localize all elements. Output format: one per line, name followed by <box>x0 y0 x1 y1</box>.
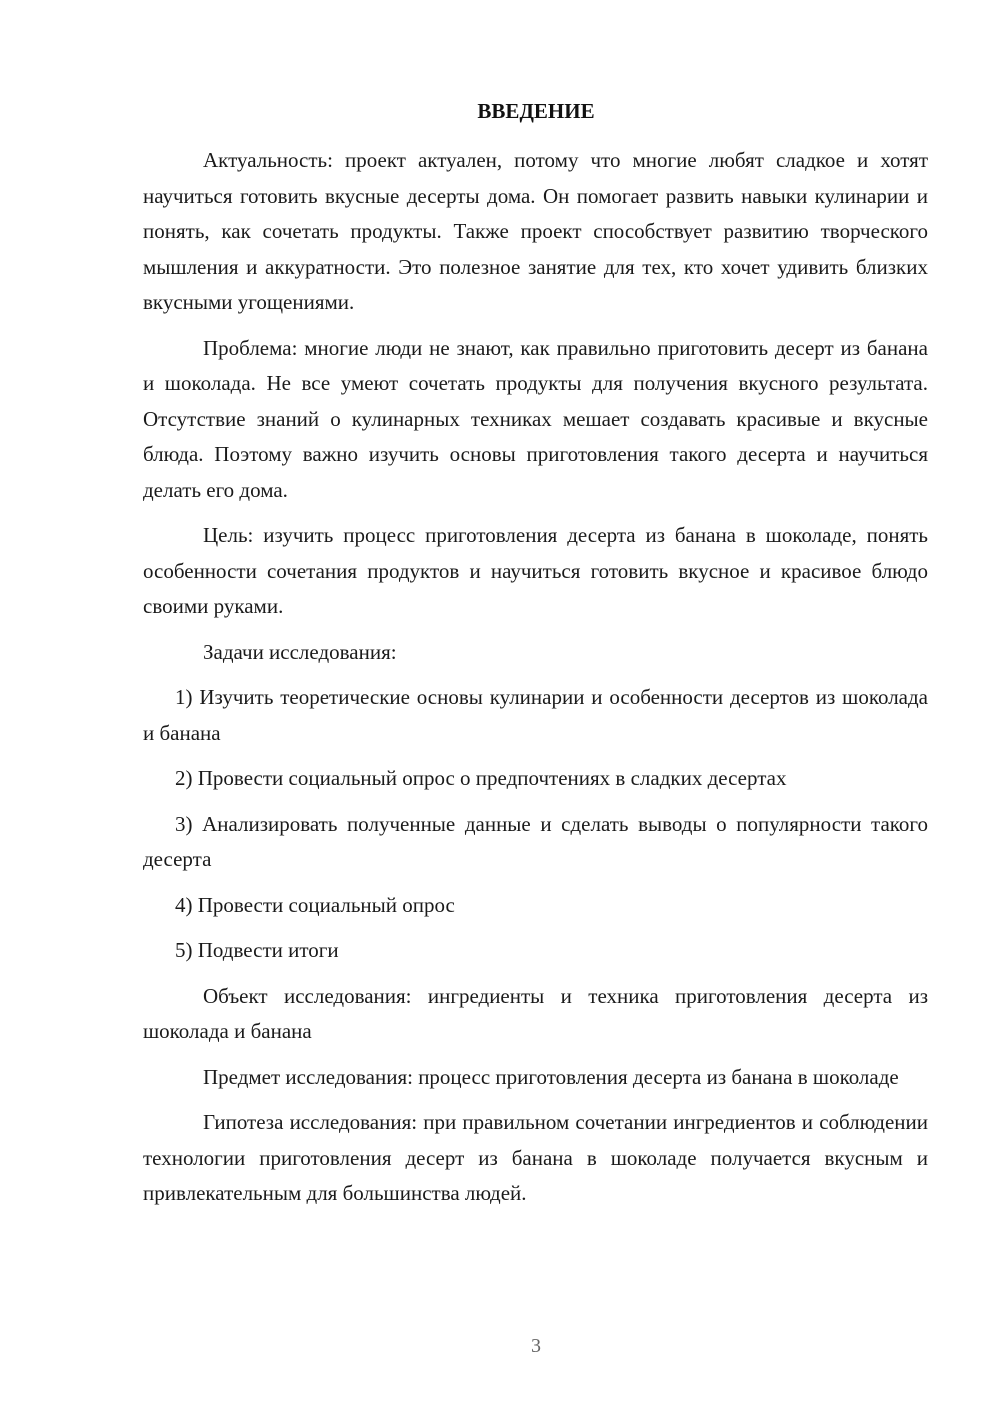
task-item-3: 3) Анализировать полученные данные и сделать выводы о популярности такого десерта <box>143 811 928 871</box>
paragraph-hypothesis: Гипотеза исследования: при правильном сочетании ингредиентов и соблюдении технологии приготовления десерт из банана в шоколаде получается вкусным и привлекательным для большинства людей. <box>143 1110 928 1205</box>
task-item-1: 1) Изучить теоретические основы кулинарии и особенности десертов из шоколада и банана <box>143 685 928 745</box>
paragraph-goal: Цель: изучить процесс приготовления десерта из банана в шоколаде, понять особенности сочетания продуктов и научиться готовить вкусное и красивое блюдо своими руками. <box>143 523 928 618</box>
paragraph-object: Объект исследования: ингредиенты и техника приготовления десерта из шоколада и банана <box>143 983 928 1043</box>
page-number: 3 <box>531 1335 541 1357</box>
section-heading: ВВЕДЕНИЕ <box>477 99 595 123</box>
task-item-5: 5) Подвести итоги <box>175 938 339 962</box>
paragraph-relevance: Актуальность: проект актуален, потому что многие любят сладкое и хотят научиться готовить вкусные десерты дома. Он помогает развить навыки кулинарии и понять, как сочетать продукты. Также проект способствует развитию творческого мышления и аккуратности. Это полезное занятие для тех, кто хочет удивить близких вкусными угощениями. <box>143 148 928 314</box>
body-text <box>143 143 928 1222</box>
task-item-2: 2) Провести социальный опрос о предпочтениях в сладких десертах <box>175 766 787 790</box>
paragraph-problem: Проблема: многие люди не знают, как правильно приготовить десерт из банана и шоколада. Не все умеют сочетать продукты для получения вкусного результата. Отсутствие знаний о кулинарных техниках мешает создавать красивые и вкусные блюда. Поэтому важно изучить основы приготовления такого десерта и научиться делать его дома. <box>143 335 928 502</box>
paragraph-subject: Предмет исследования: процесс приготовления десерта из банана в шоколаде <box>203 1064 899 1089</box>
tasks-title: Задачи исследования: <box>203 639 397 664</box>
task-item-4: 4) Провести социальный опрос <box>175 892 455 917</box>
